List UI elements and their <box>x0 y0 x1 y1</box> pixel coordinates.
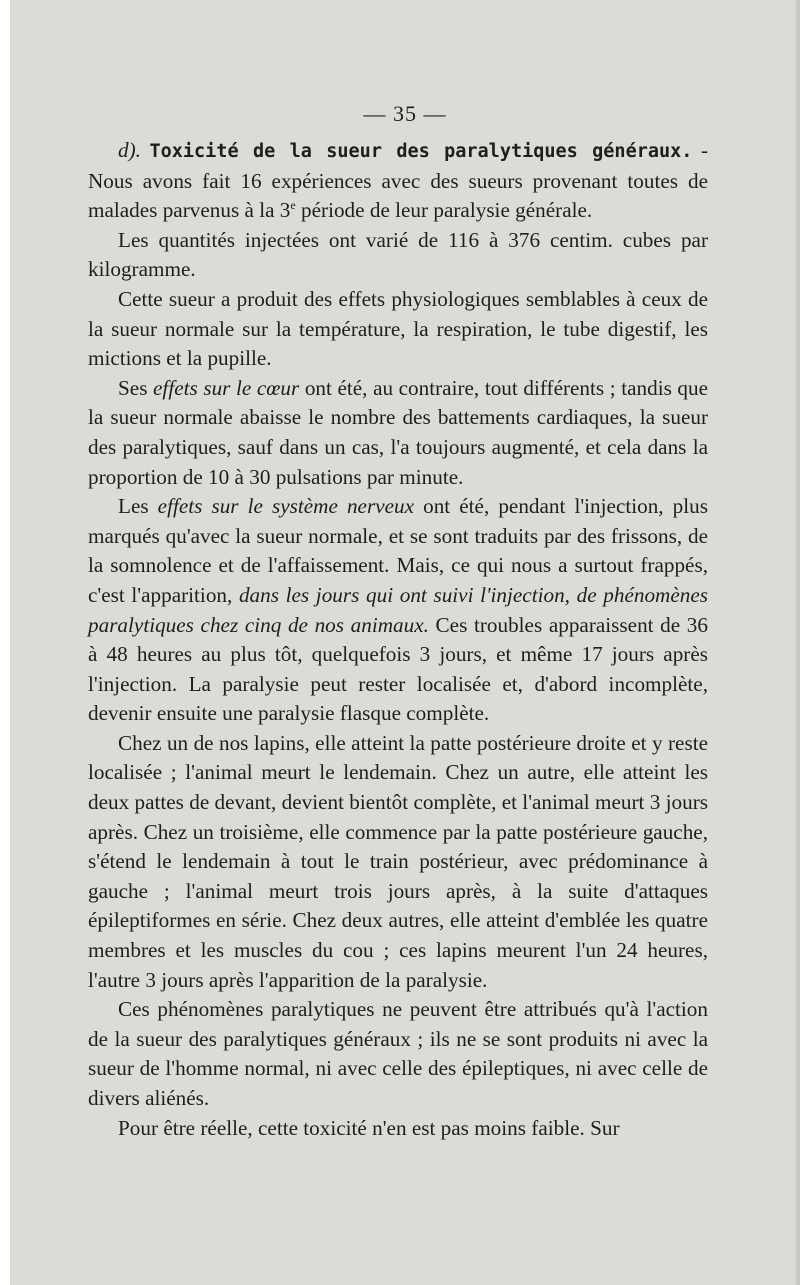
text-run: Cette sueur a produit des effets physiologiques semblables à ceux de la sueur normale sur la température, la respiration, le tube digestif, les mictions et la pupille. <box>88 286 708 371</box>
paragraph <box>88 226 708 285</box>
paragraph <box>88 492 708 729</box>
section-heading: Toxicité de la sueur des paralytiques généraux. <box>149 141 693 162</box>
text-run: Pour être réelle, cette toxicité n'en est pas moins faible. Sur <box>118 1115 620 1140</box>
text-run: Chez un de nos lapins, elle atteint la patte postérieure droite et y reste localisée ; l'animal meurt le lendemain. Chez un autre, elle atteint les deux pattes de devant, devient bientôt complète, et l'animal meurt 3 jours après. Chez un troisième, elle commence par la patte postérieure gauche, s'étend le lendemain à tout le train postérieur, avec prédominance à gauche ; l'animal meurt trois jours après, à la suite d'attaques épileptiformes en série. Chez deux autres, elle atteint d'emblée les quatre membres et les muscles du cou ; ces lapins meurent l'un 24 heures, l'autre 3 jours après l'apparition de la paralysie. <box>88 730 708 992</box>
text-run: Ses <box>118 375 154 400</box>
text-run: Les quantités injectées ont varié de 116 à 376 centim. cubes par kilogramme. <box>88 227 708 282</box>
body-text <box>88 136 708 1143</box>
text-run: effets sur le système nerveux <box>157 494 415 519</box>
paragraph <box>88 374 708 492</box>
text-run: d). <box>118 138 150 162</box>
text-run: ont été, pendant l'injection, plus marqués qu'avec la sueur normale, et se sont traduits par des frissons, de la somnolence et de l'affaissement. Mais, ce qui nous a surtout frappés, c'est l'apparition, <box>88 494 708 607</box>
text-run: dans les jours qui ont suivi l'injection, de phénomènes paralytiques chez cinq de nos animaux. <box>88 582 708 637</box>
text-run: Ces phénomènes paralytiques ne peuvent être attribués qu'à l'action de la sueur des paralytiques généraux ; ils ne se sont produits ni avec la sueur de l'homme normal, ni avec celle des épileptiques, ni avec celle de divers aliénés. <box>88 997 708 1110</box>
text-run: Ces troubles apparaissent de 36 à 48 heures au plus tôt, quelquefois 3 jours, et même 17 jours après l'injection. La paralysie peut rester localisée et, d'abord incomplète, devenir ensuite une paralysie flasque complète. <box>88 612 708 726</box>
paragraph <box>88 285 708 374</box>
text-run: Les <box>118 494 158 519</box>
paragraph <box>88 1114 708 1144</box>
paragraph <box>88 136 708 226</box>
page-number: — 35 — <box>363 101 447 126</box>
text-run: ont été, au contraire, tout différents ; tandis que la sueur normale abaisse le nombre des battements cardiaques, la sueur des paralytiques, sauf dans un cas, l'a toujours augmenté, et cela dans la proportion de 10 à 30 pulsations par minute. <box>88 375 708 489</box>
text-run: e <box>290 198 296 213</box>
paragraph <box>88 729 708 995</box>
text-run: - Nous avons fait 16 expériences avec des sueurs provenant toutes de malades parvenus à la 3 <box>88 138 708 223</box>
text-run: période de leur paralysie générale. <box>295 198 593 223</box>
text-run: effets sur le cœur <box>153 375 300 400</box>
paragraph <box>88 995 708 1113</box>
book-page <box>10 0 800 1285</box>
